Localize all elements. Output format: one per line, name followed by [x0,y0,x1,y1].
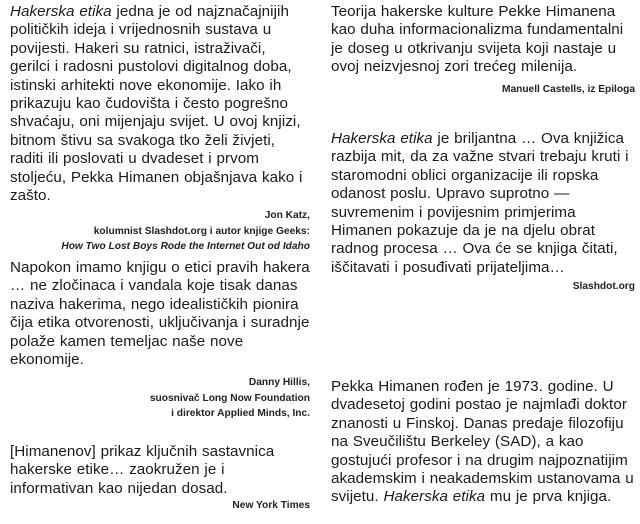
author-bio-text: Pekka Himanen rođen je 1973. godine. U dvadesetoj godini postao je najmlađi doktor znanosti u Finskoj. Danas predaje filozofiju na Sveučilištu Berkeley (SAD), a kao gostujući profesor i na drugim najpoznatijim akademskim i neakademskim ustanovama u svijetu. Hakerska etika mu je prva knjiga. [331,378,634,506]
quote-nyt-text: [Himanenov] prikaz ključnih sastavnica hakerske etike… zaokružen je i informativan kao nijedan dosad. [10,443,275,497]
quote-slashdot-text: Hakerska etika je briljantna … Ova knjižica razbija mit, da za važne stvari trebaju kruti i staromodni oblici organizacije ili ropska odanost poslu. Upravo suprotno — suvremenim i povijesnim primjerima Himanen pokazuje da je na djelu obrat radnog procesa … Ova će se knjiga čitati, iščitavati i posuđivati prijateljima… [331,130,629,276]
attribution-book: How Two Lost Boys Rode the Internet Out od Idaho [61,241,310,253]
book-title-emphasis: Hakerska etika [10,3,112,20]
attribution-role: kolumnist Slashdot.org i autor knjige Geeks: [93,225,310,237]
attribution-role: suosnivač Long Now Foundation [149,392,310,404]
quote-hillis-text: Napokon imamo knjigu o etici pravih hakera … ne zločinaca i vandala koje tisak danas naziva hakerima, nego idealističkih pionira čija etika otvorenosti, uključivanja i suradnje polaže kamen temeljac naše nove ekonomije. [10,259,310,369]
book-title-emphasis: Hakerska etika [383,488,486,506]
attribution-name: New York Times [232,500,310,512]
book-title-emphasis: Hakerska etika [331,130,433,147]
quote-katz-text: Hakerska etika jedna je od najznačajnijih političkih ideja i vrijednosnih sustava u povijesti. Hakeri su ratnici, istraživači, gerilci i radosni pustolovi digitalnog doba, istinski arhitekti nove ekonomije. Iako ih prikazuju kao čudovišta i često pogrešno shvaćaju, oni mijenjaju svijet. U ovoj knjizi, bitnom štivu sa svakoga tko želi živjeti, raditi ili poslovati u dvadeset i prvom stoljeću, Pekka Himanen objašnjava kako i zašto. [10,3,303,205]
attribution-hillis [10,375,310,422]
quote-katz [10,3,310,255]
attribution-name: Manuell Castells, iz Epiloga [501,83,635,95]
attribution-castells [331,82,635,98]
attribution-name: Danny Hillis, [248,377,310,389]
quote-nyt [10,443,310,514]
quote-castells [331,3,635,97]
attribution-role-2: i direktor Applied Minds, Inc. [171,408,310,420]
attribution-name: Slashdot.org [572,281,635,293]
attribution-slashdot [331,279,635,295]
attribution-katz [10,208,310,255]
attribution-nyt [10,498,310,514]
quote-slashdot [331,130,635,295]
quote-hillis [10,259,310,422]
attribution-name: Jon Katz, [264,210,310,222]
quote-castells-text: Teorija hakerske kulture Pekke Himanena kao duha informacionalizma fundamentalni je doseg u otkrivanju svijeta koji nastaje u ovoj neizvjesnoj zori trećeg milenija. [331,3,624,76]
author-bio [331,378,635,507]
